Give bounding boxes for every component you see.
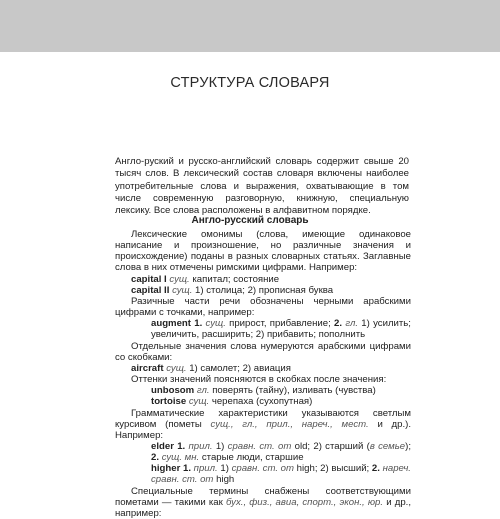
grammar-mark: прил. xyxy=(193,463,218,475)
body-paragraph xyxy=(115,486,411,519)
entry-text: ); xyxy=(405,440,411,452)
grammar-mark: в семье xyxy=(369,440,406,452)
grammar-mark: сущ. xyxy=(188,396,210,408)
entry-text: 1) xyxy=(212,440,228,452)
entry-text: 1) усилить; увеличить, расширить; 2) прибавить; пополнить xyxy=(151,318,411,341)
entry-text: прирост, прибавление; xyxy=(225,318,335,330)
grammar-mark: сущ., гл., прил., нареч., мест. xyxy=(210,418,369,430)
headword: tortoise xyxy=(151,396,187,408)
example-entry xyxy=(115,385,411,396)
example-entry xyxy=(115,441,411,463)
example-entry xyxy=(115,274,411,285)
paragraph-text: Грамматические характеристики указываются светлым курсивом (пометы xyxy=(115,407,411,430)
entry-text: 1) xyxy=(217,463,232,475)
paragraph-text: и др.). Например: xyxy=(115,418,411,441)
headword: capital II xyxy=(131,284,170,296)
body-paragraph: Отдельные значения слова нумеруются арабскими цифрами со скобками: xyxy=(115,340,411,363)
section-body xyxy=(115,229,411,519)
entry-text: high; 2) высший; xyxy=(294,463,372,475)
headword: capital I xyxy=(131,273,167,285)
entry-text: поверять (тайну), изливать (чувства) xyxy=(209,385,376,397)
grammar-mark: нареч. сравн. ст. от xyxy=(151,463,411,486)
page-title: СТРУКТУРА СЛОВАРЯ xyxy=(170,75,330,91)
grammar-mark: сравн. ст. от xyxy=(231,463,295,475)
intro-paragraph xyxy=(115,156,409,217)
example-entry xyxy=(115,318,411,340)
entry-text: 1) столица; 2) прописная буква xyxy=(192,284,334,296)
headword: augment 1. xyxy=(151,318,203,330)
entry-text: high xyxy=(213,474,235,486)
paragraph-text: и др., например: xyxy=(115,496,411,519)
grammar-mark: сравн. ст. от xyxy=(227,440,292,452)
headword: higher 1. xyxy=(151,463,191,475)
body-paragraph: Лексические омонимы (слова, имеющие одинаковое написание и произношение, но различные значения и происхождение) поданы в разных словарных статьях. Заглавные слова в них отмечены римскими цифрами. Например: xyxy=(115,229,411,274)
grammar-mark: гл. xyxy=(196,385,210,397)
grammar-mark: бух., физ., авиа, спорт., экон., юр. xyxy=(226,496,384,508)
example-entry xyxy=(115,463,411,485)
grammar-mark: сущ. xyxy=(172,284,193,296)
example-entry xyxy=(115,363,411,374)
grammar-mark: сущ. мн. xyxy=(161,452,200,464)
grammar-mark: сущ. xyxy=(166,362,187,374)
example-entry xyxy=(115,285,411,296)
grammar-mark: сущ. xyxy=(205,318,226,330)
intro-text: Англо-руский и русско-английский словарь содержит свыше 20 тысяч слов. В лексический состав словаря включены наиболее употребительные слова и выражения, охватывающие в том числе современную разговорную, книжную, специальную лексику. Все слова расположены в алфавитном порядке. xyxy=(115,156,409,217)
example-entry xyxy=(115,396,411,407)
entry-text: черепаха (сухопутная) xyxy=(209,396,313,408)
grammar-mark: гл. xyxy=(345,318,359,330)
headword: aircraft xyxy=(131,362,164,374)
headword: elder 1. xyxy=(151,440,186,452)
top-banner xyxy=(0,0,500,52)
body-paragraph xyxy=(115,408,411,441)
sense-number: 2. xyxy=(334,318,343,330)
grammar-mark: прил. xyxy=(188,440,213,452)
sense-number: 2. xyxy=(371,463,380,475)
body-paragraph: Разичные части речи обозначены черными арабскими цифрами с точками, например: xyxy=(115,295,411,319)
entry-text: старые люди, старшие xyxy=(199,452,304,464)
body-paragraph: Оттенки значений поясняются в скобках после значения: xyxy=(131,374,387,386)
section-title: Англо-русский словарь xyxy=(191,215,309,226)
entry-text: 1) самолет; 2) авиация xyxy=(186,362,291,374)
grammar-mark: сущ. xyxy=(169,273,190,285)
headword: unbosom xyxy=(151,385,195,397)
paragraph-text: Специальные термины снабжены соответствующими пометами — такими как xyxy=(115,485,411,508)
sense-number: 2. xyxy=(151,452,160,464)
entry-text: old; 2) старший ( xyxy=(291,440,370,452)
entry-text: капитал; состояние xyxy=(189,273,280,285)
